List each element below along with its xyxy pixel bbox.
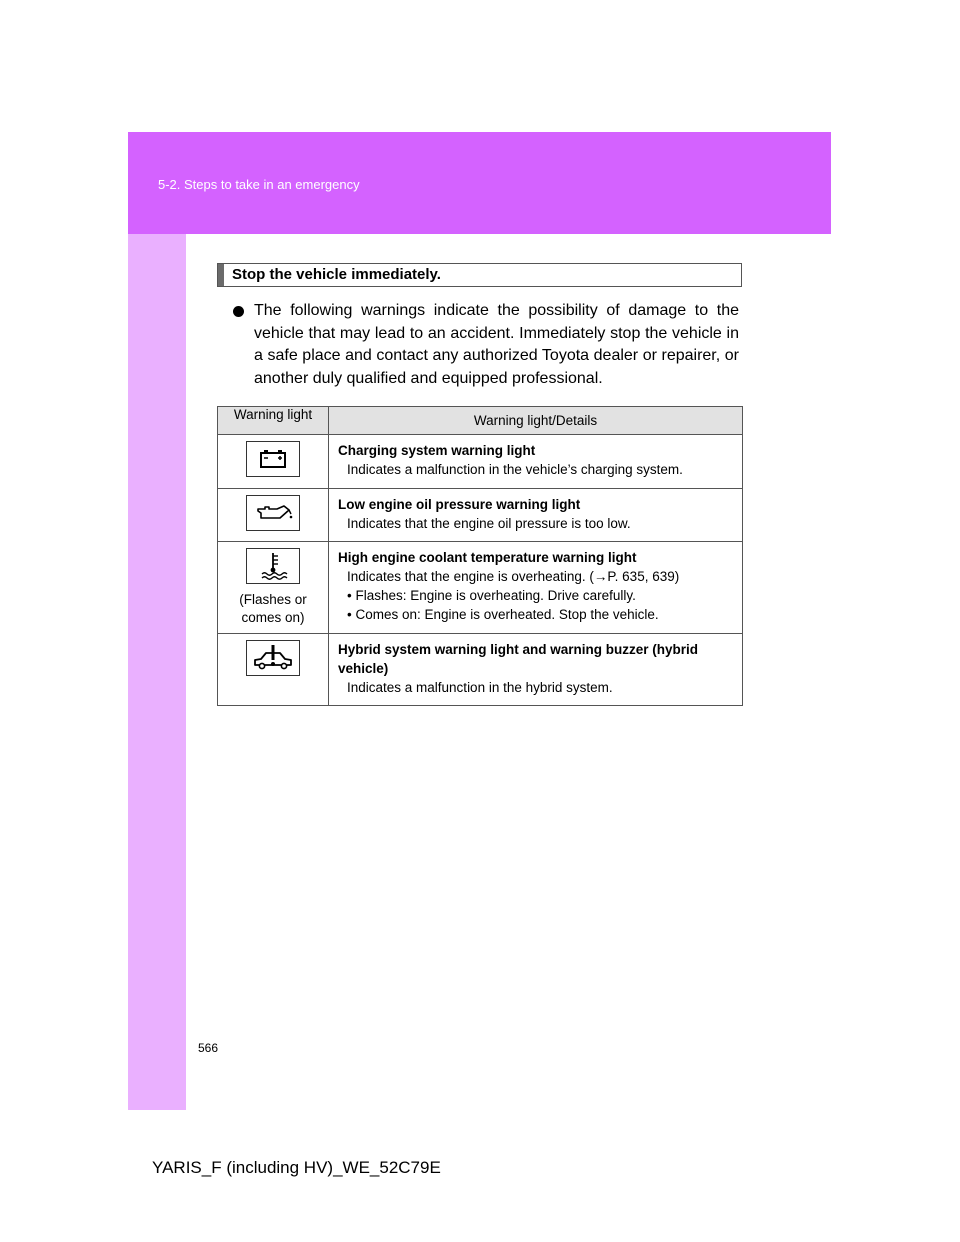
intro-bullet [233,300,739,390]
detail-title: High engine coolant temperature warning light [338,550,637,565]
header-details: Warning light/Details [329,407,743,435]
section-title-box [217,263,742,287]
icon-cell [218,542,329,634]
detail-line: Indicates that the engine is overheating. (→P. 635, 639) [347,569,680,584]
side-band [128,234,186,1110]
detail-title: Charging system warning light [338,443,536,458]
detail-line: Indicates a malfunction in the hybrid system. [347,680,613,695]
detail-line: Indicates a malfunction in the vehicle’s charging system. [347,462,683,477]
detail-title: Low engine oil pressure warning light [338,497,581,512]
detail-cell [329,634,743,706]
coolant-temperature-icon [246,548,300,584]
icon-cell [218,634,329,706]
battery-icon [246,441,300,477]
table-row [218,435,743,489]
detail-line: Indicates that the engine oil pressure is too low. [347,516,631,531]
table-header-row [218,407,743,435]
detail-cell [329,489,743,542]
detail-cell [329,435,743,489]
table-row [218,634,743,706]
detail-line: • Comes on: Engine is overheated. Stop the vehicle. [347,607,659,622]
section-label: 5-2. Steps to take in an emergency [158,177,360,192]
oil-can-icon [246,495,300,531]
table-row [218,542,743,634]
intro-text: The following warnings indicate the possibility of damage to the vehicle that may lead to an accident. Immediately stop the vehicle in a safe place and contact any authorized Toyota dealer or repairer, or another duly qualified and equipped professional. [254,302,739,387]
bullet-dot-icon [233,306,244,317]
hybrid-system-warning-icon [246,640,300,676]
title-accent-bar [218,264,224,286]
warning-light-table [217,406,743,706]
icon-caption: (Flashes or comes on) [239,592,307,625]
page-number: 566 [198,1041,219,1055]
footer-document-id: YARIS_F (including HV)_WE_52C79E [152,1158,441,1177]
icon-cell [218,435,329,489]
header-warning-light: Warning light [218,407,329,435]
icon-cell [218,489,329,542]
detail-line: • Flashes: Engine is overheating. Drive carefully. [347,588,636,603]
detail-cell [329,542,743,634]
detail-title: Hybrid system warning light and warning buzzer (hybrid vehicle) [338,642,699,676]
section-title: Stop the vehicle immediately. [232,266,441,283]
table-row [218,489,743,542]
